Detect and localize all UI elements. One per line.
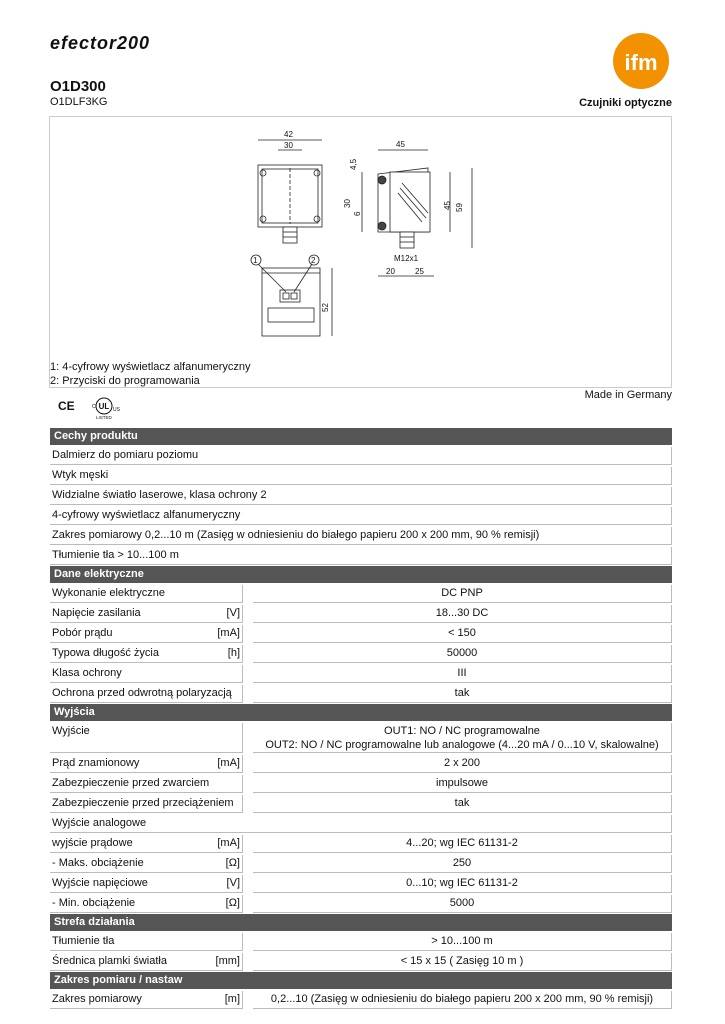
section-header: Zakres pomiaru / nastaw [50, 972, 672, 989]
spec-value: < 150 [448, 627, 476, 639]
dimension-drawing [250, 128, 550, 360]
spec-label-cell [50, 855, 243, 873]
feature-text: 4-cyfrowy wyświetlacz alfanumeryczny [50, 507, 672, 525]
spec-value-cell [253, 723, 672, 753]
spec-row [50, 547, 672, 565]
legend-item: 1: 4-cyfrowy wyświetlacz alfanumeryczny [50, 361, 251, 373]
spec-row [50, 795, 672, 813]
spec-value: 0...10; wg IEC 61131-2 [406, 877, 518, 889]
spec-value: > 10...100 m [431, 935, 493, 947]
spec-row [50, 755, 672, 773]
spec-row [50, 605, 672, 623]
spec-label: - Min. obciążenie [52, 897, 136, 909]
spec-row [50, 835, 672, 853]
section-header: Dane elektryczne [50, 566, 672, 583]
spec-label: Zabezpieczenie przed przeciążeniem [52, 797, 234, 809]
dim-6: 6 [353, 211, 362, 216]
spec-value-cell [253, 755, 672, 773]
spec-row [50, 953, 672, 971]
spec-value-cell [253, 895, 672, 913]
brand-wordmark [50, 34, 220, 52]
spec-label: Klasa ochrony [52, 667, 122, 679]
ce-mark: CE [58, 399, 75, 413]
ifm-logo [613, 33, 669, 89]
spec-label-cell [50, 755, 243, 773]
dim-30-top: 30 [284, 141, 293, 150]
spec-row [50, 585, 672, 603]
spec-label-cell [50, 795, 243, 813]
spec-value: 2 x 200 [443, 757, 481, 769]
spec-label-cell [50, 775, 243, 793]
spec-value-cell [253, 625, 672, 643]
spec-value: 0,2...10 (Zasięg w odniesieniu do białego papieru 200 x 200 mm, 90 % remisji) [270, 993, 654, 1005]
spec-unit: [Ω] [225, 857, 240, 869]
spec-label: Wyjście napięciowe [52, 877, 148, 889]
ul-c: C [92, 404, 96, 410]
spec-unit: [mm] [215, 955, 240, 967]
spec-value: tak [454, 687, 470, 699]
article-number: O1DLF3KG [50, 96, 108, 108]
spec-value: III [457, 667, 467, 679]
spec-label-cell [50, 585, 243, 603]
spec-label-cell [50, 991, 243, 1009]
spec-label: Ochrona przed odwrotną polaryzacją [52, 687, 232, 699]
spec-row [50, 775, 672, 793]
dim-25: 25 [415, 267, 424, 276]
certifications [56, 396, 126, 425]
spec-label-cell [50, 605, 243, 623]
spec-row [50, 723, 672, 753]
brand-text: efector200 [50, 34, 151, 52]
spec-row [50, 467, 672, 485]
spec-value-cell [253, 795, 672, 813]
feature-text: Dalmierz do pomiaru poziomu [50, 447, 672, 465]
spec-value-cell [253, 585, 672, 603]
dim-4-5: 4,5 [349, 158, 358, 170]
spec-label: Zabezpieczenie przed zwarciem [52, 777, 210, 789]
spec-value-cell [253, 933, 672, 951]
spec-row [50, 875, 672, 893]
spec-label: Wykonanie elektryczne [52, 587, 166, 599]
spec-value-cell [253, 991, 672, 1009]
ul-text: UL [98, 402, 110, 411]
spec-label-cell [50, 723, 243, 753]
spec-label-cell [50, 645, 243, 663]
spec-row [50, 487, 672, 505]
spec-label-cell [50, 895, 243, 913]
spec-label-cell [50, 933, 243, 951]
spec-label: wyjście prądowe [52, 837, 133, 849]
spec-value-cell [253, 645, 672, 663]
made-in: Made in Germany [584, 389, 672, 401]
spec-row [50, 933, 672, 951]
spec-label: Pobór prądu [52, 627, 113, 639]
spec-row [50, 815, 672, 833]
spec-row [50, 665, 672, 683]
spec-label-cell [50, 625, 243, 643]
spec-value: tak [454, 797, 470, 809]
section-header: Cechy produktu [50, 428, 672, 445]
section-header: Wyjścia [50, 704, 672, 721]
spec-unit: [V] [226, 877, 240, 889]
spec-label: Zakres pomiarowy [52, 993, 142, 1005]
spec-unit: [V] [226, 607, 240, 619]
spec-value: 18...30 DC [435, 607, 489, 619]
spec-label-cell [50, 835, 243, 853]
spec-label-cell [50, 665, 243, 683]
spec-label: Tłumienie tła [52, 935, 115, 947]
spec-value: 5000 [449, 897, 475, 909]
feature-text: Wyjście analogowe [50, 815, 672, 833]
feature-text: Zakres pomiarowy 0,2...10 m (Zasięg w odniesieniu do białego papieru 200 x 200 mm, 90 % remisji) [50, 527, 672, 545]
dim-52: 52 [321, 303, 330, 312]
spec-unit: [mA] [217, 837, 240, 849]
spec-row [50, 685, 672, 703]
spec-value-cell [253, 685, 672, 703]
dim-45-top: 45 [396, 140, 405, 149]
feature-text: Wtyk męski [50, 467, 672, 485]
feature-text: Tłumienie tła > 10...100 m [50, 547, 672, 565]
marker-2: 2 [311, 256, 316, 265]
ul-us: US [113, 407, 120, 413]
spec-row [50, 991, 672, 1009]
spec-label: Wyjście [52, 725, 90, 737]
spec-value: 50000 [446, 647, 478, 659]
spec-label-cell [50, 875, 243, 893]
spec-label: Napięcie zasilania [52, 607, 141, 619]
spec-value: OUT1: NO / NC programowalne [384, 725, 540, 737]
spec-value: 4...20; wg IEC 61131-2 [406, 837, 518, 849]
page-title: O1D300 [50, 78, 106, 95]
spec-value-cell [253, 605, 672, 623]
spec-value-cell [253, 775, 672, 793]
spec-value: OUT2: NO / NC programowalne lub analogowe (4...20 mA / 0...10 V, skalowalne) [265, 739, 659, 751]
spec-value-cell [253, 665, 672, 683]
spec-row [50, 895, 672, 913]
specification-table [50, 427, 672, 1009]
spec-value: DC PNP [441, 587, 483, 599]
spec-value: impulsowe [436, 777, 488, 789]
dim-m12: M12x1 [394, 254, 419, 263]
spec-label-cell [50, 685, 243, 703]
spec-unit: [h] [227, 647, 240, 659]
dim-59: 59 [455, 203, 464, 212]
spec-value-cell [253, 855, 672, 873]
legend-item: 2: Przyciski do programowania [50, 375, 200, 387]
dim-42: 42 [284, 130, 293, 139]
spec-label: Typowa długość życia [52, 647, 159, 659]
spec-row [50, 855, 672, 873]
spec-unit: [Ω] [225, 897, 240, 909]
spec-unit: [m] [224, 993, 240, 1005]
marker-1: 1 [253, 256, 258, 265]
spec-row [50, 507, 672, 525]
ul-listed: LISTED [96, 415, 112, 420]
spec-unit: [mA] [217, 757, 240, 769]
spec-value-cell [253, 953, 672, 971]
product-category: Czujniki optyczne [579, 97, 672, 109]
spec-value-cell [253, 875, 672, 893]
section-header: Strefa działania [50, 914, 672, 931]
spec-row [50, 645, 672, 663]
drawing-legend [50, 360, 251, 388]
spec-label: Średnica plamki światła [52, 955, 167, 967]
spec-row [50, 527, 672, 545]
spec-value-cell [253, 835, 672, 853]
dim-30-side: 30 [343, 199, 352, 208]
spec-value: < 15 x 15 ( Zasięg 10 m ) [400, 955, 524, 967]
spec-row [50, 447, 672, 465]
spec-label: Prąd znamionowy [52, 757, 140, 769]
dim-45-side: 45 [443, 201, 452, 210]
spec-unit: [mA] [217, 627, 240, 639]
dim-20: 20 [386, 267, 395, 276]
spec-value: 250 [452, 857, 472, 869]
feature-text: Widzialne światło laserowe, klasa ochrony 2 [50, 487, 672, 505]
spec-label: - Maks. obciążenie [52, 857, 144, 869]
spec-row [50, 625, 672, 643]
spec-label-cell [50, 953, 243, 971]
logo-text: ifm [624, 50, 658, 75]
